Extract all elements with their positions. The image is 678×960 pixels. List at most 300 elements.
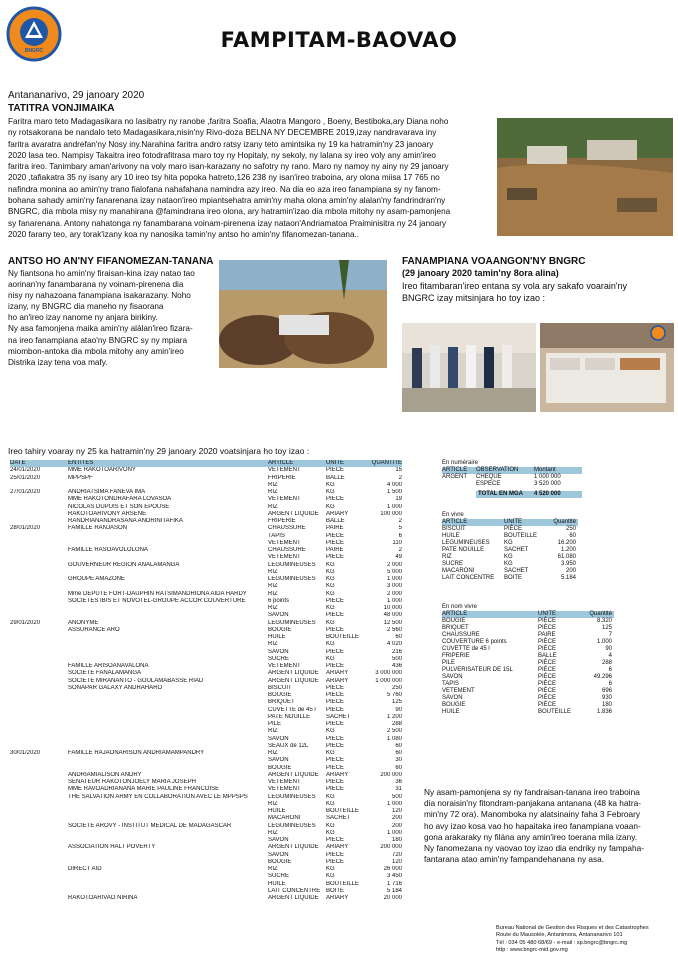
row-article: SAVON bbox=[268, 612, 289, 619]
table-row bbox=[10, 656, 402, 663]
row-quantite: 90 bbox=[395, 706, 402, 713]
row-article: VETEMENT bbox=[268, 496, 301, 503]
row-article: SEAUX de 12L bbox=[268, 742, 309, 749]
nonfood-quantite: 6 bbox=[608, 667, 612, 673]
row-date: 29/01/2020 bbox=[10, 619, 41, 626]
food-row bbox=[442, 575, 578, 582]
row-quantite: 1 200 bbox=[386, 713, 402, 720]
row-entite: ANDRIAMIALISON ANDRY bbox=[68, 771, 142, 778]
table-row bbox=[10, 583, 402, 590]
row-article: BOUGIE bbox=[268, 626, 292, 633]
nonfood-row bbox=[442, 653, 614, 660]
row-quantite: 2 560 bbox=[386, 626, 402, 633]
row-entite: ANONYME bbox=[68, 619, 99, 626]
row-entite: FAMILLE RANJASON bbox=[68, 525, 128, 532]
table-row bbox=[10, 866, 402, 873]
row-date: 25/01/2020 bbox=[10, 474, 41, 481]
nonfood-quantite: 90 bbox=[605, 646, 612, 652]
table-row bbox=[10, 547, 402, 554]
food-row bbox=[442, 540, 578, 547]
row-article: LEGUMINEUSES bbox=[268, 561, 316, 568]
row-quantite: 500 bbox=[391, 793, 402, 800]
report-line: nafindra monina ao amin'ny trano fialofana nahafahana namindra azy ireo. Na dia eo aza ireo fanampiana sy ny fanom- bbox=[8, 184, 441, 194]
row-unite: PIÈCE bbox=[326, 626, 345, 633]
row-unite: ARIARY bbox=[326, 844, 349, 851]
table-row bbox=[10, 714, 402, 721]
row-entite: FAMILLE ARISOANAVALONA bbox=[68, 663, 149, 669]
row-quantite: 5 760 bbox=[386, 692, 402, 698]
table-row bbox=[10, 786, 402, 793]
footer-line: Bureau National de Gestion des Risques et des Catastrophes bbox=[496, 925, 649, 931]
row-unite: PIÈCE bbox=[326, 554, 345, 561]
footer-line: http : www.bngrc-mid.gov.mg bbox=[496, 947, 568, 954]
food-unite: KG bbox=[504, 554, 513, 560]
nonfood-quantite: 7 bbox=[608, 632, 612, 638]
nonfood-article: CUVETTE de 45 l bbox=[442, 646, 490, 652]
row-quantite: 110 bbox=[392, 539, 402, 546]
table-row bbox=[10, 772, 402, 779]
table-row bbox=[10, 540, 402, 547]
row-quantite: 36 bbox=[395, 779, 402, 785]
row-article: ARGENT LIQUIDE bbox=[268, 677, 319, 684]
row-unite: PIÈCE bbox=[326, 612, 345, 619]
row-unite: PIÈCE bbox=[326, 692, 345, 698]
row-article: VETEMENT bbox=[268, 554, 301, 561]
table-row bbox=[10, 750, 402, 757]
food-unite: BOITE bbox=[504, 575, 523, 581]
nonfood-row bbox=[442, 681, 614, 688]
row-unite: PIÈCE bbox=[326, 779, 345, 785]
food-quantite: 1.200 bbox=[560, 547, 576, 553]
nonfood-unite: PIÈCE bbox=[538, 688, 557, 694]
row-entite: MPPSPF bbox=[68, 474, 93, 481]
row-unite: PIÈCE bbox=[326, 539, 345, 546]
food-row bbox=[442, 547, 578, 554]
row-unite: KG bbox=[326, 576, 335, 582]
closing-line: Ny asam-pamonjena sy ny fandraisan-tanana ireo traboina bbox=[424, 787, 640, 797]
cash-row bbox=[442, 481, 582, 488]
nonfood-col-article: ARTICLE bbox=[442, 611, 468, 617]
report-line: bohana sahady amin'ny fanarenana izay nataon'ireo mpiantsehatra amin'ny maha olona amin'ny alalan'ny fandrindran'ny bbox=[8, 196, 446, 206]
footer-contact bbox=[496, 925, 676, 955]
nonfood-article: HUILE bbox=[442, 709, 460, 715]
row-quantite: 31 bbox=[395, 786, 402, 793]
row-article: RIZ bbox=[268, 728, 278, 735]
food-article: LAIT CONCENTRE bbox=[442, 575, 495, 581]
nonfood-unite: PIÈCE bbox=[538, 660, 557, 666]
page-title: FAMPITAM-BAOVAO bbox=[220, 28, 458, 52]
row-unite: KG bbox=[326, 561, 335, 568]
row-entite: THE SALVATION ARMY EN COLLABORATION AVEC LE MPPSPS bbox=[68, 793, 248, 800]
row-unite: PIÈCE bbox=[326, 496, 345, 503]
row-article: RIZ bbox=[268, 481, 278, 488]
table-row bbox=[10, 576, 402, 583]
food-quantite: 16.200 bbox=[557, 540, 576, 546]
row-article: RIZ bbox=[268, 503, 278, 510]
row-quantite: 5 bbox=[398, 525, 402, 532]
food-unite: SACHET bbox=[504, 547, 529, 553]
food-article: RIZ bbox=[442, 554, 452, 560]
food-unite: KG bbox=[504, 561, 513, 567]
cash-col-article: ARTICLE bbox=[442, 467, 468, 473]
nonfood-row bbox=[442, 674, 614, 681]
food-col-quantite: Quantité bbox=[553, 519, 576, 525]
row-quantite: 60 bbox=[395, 750, 402, 756]
row-entite: GROUPE AMAZONE bbox=[68, 576, 126, 582]
row-unite: KG bbox=[326, 873, 335, 880]
nonfood-article: TAPIS bbox=[442, 681, 459, 687]
row-quantite: 48 000 bbox=[383, 612, 402, 619]
table-row bbox=[10, 837, 402, 844]
table-intro: Ireo tahiry voaray ny 25 ka hatramin'ny 29 janoary 2020 voatsinjara ho toy izao : bbox=[8, 446, 310, 456]
row-article: BOUGIE bbox=[268, 764, 292, 771]
row-entite: NICOLAS DUPUIS ET SON EPOUSE bbox=[68, 503, 170, 510]
food-article: HUILE bbox=[442, 533, 460, 539]
row-unite: KG bbox=[326, 866, 335, 872]
row-entite: SOCIETE FANALAMANGA bbox=[68, 670, 142, 677]
nonfood-quantite: 930 bbox=[601, 695, 612, 701]
table-row bbox=[10, 562, 402, 569]
row-quantite: 1 000 bbox=[386, 597, 402, 604]
row-quantite: 120 bbox=[391, 858, 402, 865]
row-article: LEGUMINEUSES bbox=[268, 619, 316, 626]
row-entite: FAMILLE RAJAONARISON ANDRIAMAMPANDRY bbox=[68, 750, 205, 756]
food-article: LEGUMINEUSES bbox=[442, 540, 490, 546]
cash-total-value: 4 520 000 bbox=[534, 491, 561, 497]
row-article: ARGENT LIQUIDE bbox=[268, 771, 319, 778]
row-entite: MME RAKOTOARIVONY bbox=[68, 467, 136, 474]
row-quantite: 4 020 bbox=[386, 641, 402, 648]
appeal-line: na ireo fanampiana atao'ny BNGRC sy ny mpiara bbox=[8, 335, 188, 345]
row-quantite: 180 bbox=[391, 837, 402, 843]
food-row bbox=[442, 568, 578, 575]
nonfood-article: PULVERISATEUR DE 15L bbox=[442, 667, 513, 673]
row-quantite: 60 bbox=[395, 634, 402, 640]
report-line: faritra avaratra andrefan'ny Nosy iny.Narahina faritra andro ratsy izany teto amintsika ny 19 ka hatramin'ny 23 janoary bbox=[8, 139, 434, 149]
appeal-line: Ny fiantsona ho amin'ny firaisan-kina izay natao tao bbox=[8, 269, 195, 278]
row-unite: KG bbox=[326, 605, 335, 611]
food-header bbox=[442, 519, 578, 526]
row-article: HUILE bbox=[268, 880, 286, 887]
footer-line: Route du Mausolée, Antanimora, Antananarivo 101 bbox=[496, 932, 623, 939]
row-article: RIZ bbox=[268, 829, 278, 836]
row-unite: ARIARY bbox=[326, 677, 349, 684]
logo-text: BNGRC bbox=[24, 48, 44, 54]
row-unite: KG bbox=[326, 793, 335, 800]
donations-table bbox=[10, 460, 402, 902]
appeal-line: aorinan'ny fanambarana ny voinam-pirenena dia bbox=[8, 280, 184, 290]
row-article: PILE bbox=[268, 721, 282, 727]
closing-line: ho avy izao kosa vao ho hapaitaka ireo fanampiana voaan- bbox=[424, 820, 641, 831]
cash-total-row bbox=[476, 491, 582, 498]
row-article: RIZ bbox=[268, 568, 278, 575]
appeal-line: ho an'ireo izay nanome ny anjara birikiny. bbox=[8, 313, 158, 323]
appeal-line: Ny asa famonjena maika amin'ny alálan'ireo fizara- bbox=[8, 324, 193, 334]
table-row bbox=[10, 808, 402, 815]
table-row bbox=[10, 736, 402, 743]
closing-line: fantarana atao amin'ny fampandehanana ny asa. bbox=[424, 854, 605, 865]
row-unite: PIÈCE bbox=[326, 721, 345, 727]
row-quantite: 250 bbox=[391, 684, 402, 691]
table-row bbox=[10, 569, 402, 576]
food-article: BISCUIT bbox=[442, 526, 466, 532]
row-unite: PAIRE bbox=[326, 525, 344, 532]
row-article: BOUGIE bbox=[268, 692, 292, 698]
row-unite: SACHET bbox=[326, 713, 351, 720]
row-unite: PIÈCE bbox=[326, 663, 345, 669]
row-article: HUILE bbox=[268, 808, 286, 814]
row-unite: BALLE bbox=[326, 518, 345, 524]
row-date: 24/01/2020 bbox=[10, 467, 41, 474]
row-article: TAPIS bbox=[268, 532, 285, 539]
row-article: RIZ bbox=[268, 641, 278, 648]
cash-header bbox=[442, 467, 582, 474]
row-quantite: 15 bbox=[395, 467, 402, 474]
row-article: RIZ bbox=[268, 800, 278, 807]
report-line: sy fanarenana. Antony nahatonga ny fanambarana voinam-pirenena izay nataon'Andriamatoa Praiminisitra ny 24 janoary bbox=[8, 218, 447, 228]
row-article: LEGUMINEUSES bbox=[268, 822, 316, 829]
row-article: LEGUMINEUSES bbox=[268, 576, 316, 582]
section-heading-appeal: ANTSO HO AN'NY FIFANOMEZAN-TANANA bbox=[8, 256, 214, 267]
row-quantite: 2 bbox=[398, 518, 402, 524]
appeal-line: miombon-antoka dia mbola mitohy any amin'ireo bbox=[8, 346, 184, 356]
nonfood-row bbox=[442, 667, 614, 674]
table-row bbox=[10, 692, 402, 699]
cash-observation: ESPECE bbox=[476, 481, 501, 487]
nonfood-unite: PIÈCE bbox=[538, 646, 557, 652]
row-unite: KG bbox=[326, 800, 335, 807]
report-line: 2020 ,tafiakatra 35 ny isany ary 10 ireo tsy hita popoka hatreto,126 238 ny isan'ireo traboina, ary olona miisa 17 765 no bbox=[8, 173, 440, 183]
table-row bbox=[10, 765, 402, 772]
report-line: Faritra maro teto Madagasikara no lasibatry ny ranobe ,faritra Soafia, Alaotra Mangoro , Boeny, Bestiboka,ary Diana noho bbox=[8, 117, 449, 126]
table-row bbox=[10, 518, 402, 525]
table-row bbox=[10, 757, 402, 764]
footer-line: Tél : 034 05 480 68/69 - e-mail : sp.bngrc@bngrc.mg bbox=[496, 939, 628, 946]
row-entite: Mme DEPUTE FORT-DAUPHIN RATSIMANDRIONA AIDA HARDY bbox=[68, 590, 247, 597]
food-row bbox=[442, 526, 578, 533]
row-quantite: 500 bbox=[391, 655, 402, 662]
row-article: FRIPERIE bbox=[268, 474, 296, 481]
nonfood-col-unite: UNITE bbox=[538, 611, 556, 617]
row-unite: PAIRE bbox=[326, 547, 344, 553]
table-row bbox=[10, 511, 402, 518]
food-quantite: 61.080 bbox=[557, 554, 576, 560]
row-quantite: 200 000 bbox=[380, 771, 402, 778]
row-unite: BOUTEILLE bbox=[326, 808, 360, 814]
nonfood-unite: PIÈCE bbox=[538, 639, 557, 645]
section-heading-report: TATITRA VONJIMAIKA bbox=[8, 103, 115, 114]
table-row bbox=[10, 707, 402, 714]
row-article: SUCRE bbox=[268, 873, 290, 880]
nonfood-article: BRIQUET bbox=[442, 625, 469, 631]
row-article: MACARONI bbox=[268, 815, 301, 822]
row-unite: KG bbox=[326, 619, 335, 626]
row-article: VETEMENT bbox=[268, 467, 301, 474]
closing-line: gona arakaraky ny filána any amin'ireo toerana mila izany. bbox=[424, 831, 638, 842]
row-quantite: 1 000 000 bbox=[375, 677, 402, 684]
nonfood-summary bbox=[442, 604, 614, 716]
nonfood-article: BOUGIE bbox=[442, 618, 466, 624]
row-unite: KG bbox=[326, 583, 335, 590]
row-unite: PIÈCE bbox=[326, 858, 345, 865]
row-unite: KG bbox=[326, 489, 335, 495]
table-row bbox=[10, 475, 402, 482]
table-row bbox=[10, 823, 402, 830]
row-quantite: 5 000 bbox=[386, 568, 402, 575]
nonfood-col-quantite: Quantité bbox=[589, 611, 612, 617]
report-line: 2020 lasa teo. Nampisy Takaitra ireo fotodrafitrasa maro toy ny Hopitaly, ny sekoly, ny lalana sy ireo voly any amin'ireo bbox=[8, 150, 436, 160]
food-title: En vivre bbox=[442, 512, 464, 518]
food-row bbox=[442, 561, 578, 568]
row-entite: RAKOTOARIVAO NIRINA bbox=[68, 895, 138, 901]
nonfood-quantite: 8.320 bbox=[596, 618, 612, 624]
row-quantite: 1 000 bbox=[386, 503, 402, 510]
row-article: PATE NOUILLE bbox=[268, 713, 311, 720]
table-row bbox=[10, 627, 402, 634]
food-unite: PIÈCE bbox=[504, 526, 523, 532]
row-article: VETEMENT bbox=[268, 539, 301, 546]
row-quantite: 2 000 bbox=[386, 561, 402, 568]
row-article: ARGENT LIQUIDE bbox=[268, 510, 319, 517]
row-unite: PIÈCE bbox=[326, 757, 345, 764]
table-row bbox=[10, 830, 402, 837]
food-col-article: ARTICLE bbox=[442, 519, 468, 525]
row-quantite: 1 080 bbox=[386, 735, 402, 742]
table-row bbox=[10, 663, 402, 670]
row-quantite: 1 000 bbox=[386, 829, 402, 836]
table-row bbox=[10, 888, 402, 895]
row-quantite: 30 bbox=[395, 757, 402, 764]
nonfood-header bbox=[442, 611, 614, 618]
nonfood-row bbox=[442, 709, 614, 716]
row-quantite: 125 bbox=[391, 699, 402, 706]
row-article: CHAUSSURE bbox=[268, 547, 306, 553]
row-entite: ASSOCIATION HALT POVERTY bbox=[68, 844, 156, 851]
row-quantite: 200 000 bbox=[380, 844, 402, 851]
cash-row bbox=[442, 474, 582, 481]
food-unite: BOUTEILLE bbox=[504, 533, 538, 539]
row-quantite: 120 bbox=[391, 808, 402, 814]
nonfood-article: VETEMENT bbox=[442, 688, 475, 694]
row-entite: RANDRIANANDRASANA ANDRINITAFIKA bbox=[68, 518, 183, 524]
table-row bbox=[10, 728, 402, 735]
appeal-line: Distrika izay tena voa mafy. bbox=[8, 357, 108, 367]
table-row bbox=[10, 482, 402, 489]
row-article: RIZ bbox=[268, 583, 278, 590]
row-quantite: 100 000 bbox=[380, 510, 402, 517]
nonfood-row bbox=[442, 639, 614, 646]
row-unite: BOITE bbox=[326, 887, 345, 894]
row-quantite: 1 500 bbox=[386, 489, 402, 495]
row-quantite: 1 000 bbox=[386, 576, 402, 582]
row-quantite: 19 bbox=[395, 496, 402, 503]
row-entite: SONAPAR GALAXY ANDRAHARO bbox=[68, 684, 163, 691]
food-quantite: 3.950 bbox=[560, 561, 576, 567]
row-entite: SOCIETE AROVY - INSTITUT MEDICAL DE MADAGASCAR bbox=[68, 822, 232, 829]
nonfood-article: FRIPERIE bbox=[442, 653, 470, 659]
row-article: SAVON bbox=[268, 735, 289, 742]
food-row bbox=[442, 554, 578, 561]
nonfood-quantite: 1.836 bbox=[596, 709, 612, 715]
row-unite: KG bbox=[326, 728, 335, 735]
row-article: RIZ bbox=[268, 750, 278, 756]
food-quantite: 60 bbox=[569, 533, 576, 539]
nonfood-quantite: 4 bbox=[608, 653, 612, 659]
row-quantite: 2 000 bbox=[386, 590, 402, 597]
row-unite: PIÈCE bbox=[326, 597, 345, 604]
row-article: SAVON bbox=[268, 648, 289, 655]
row-article: RIZ bbox=[268, 489, 278, 495]
row-article: RIZ bbox=[268, 866, 278, 872]
appeal-line: izany, ny BNGRC dia maneho ny fisaorana bbox=[8, 302, 164, 312]
table-row bbox=[10, 504, 402, 511]
row-quantite: 5 184 bbox=[386, 887, 402, 894]
food-quantite: 200 bbox=[565, 568, 576, 574]
row-unite: KG bbox=[326, 481, 335, 488]
table-row bbox=[10, 634, 402, 641]
cash-col-observation: OBSERVATION bbox=[476, 467, 519, 473]
nonfood-unite: PIÈCE bbox=[538, 618, 557, 624]
table-row bbox=[10, 489, 402, 496]
row-quantite: 20 000 bbox=[383, 895, 402, 901]
row-article: ARGENT LIQUIDE bbox=[268, 895, 319, 901]
row-unite: KG bbox=[326, 655, 335, 662]
row-article: VETEMENT bbox=[268, 786, 301, 793]
col-quantite: QUANTITE bbox=[371, 460, 402, 466]
row-date: 27/01/2020 bbox=[10, 489, 41, 495]
row-quantite: 60 bbox=[395, 742, 402, 749]
row-unite: PIÈCE bbox=[326, 851, 345, 858]
row-entite: ANDRIATSIMA FANEVA IMA bbox=[68, 489, 146, 495]
flood-photo bbox=[497, 118, 673, 236]
nonfood-unite: PIÈCE bbox=[538, 625, 557, 631]
row-unite: BALLE bbox=[326, 474, 345, 481]
nonfood-title: En nom vivre bbox=[442, 604, 478, 610]
row-quantite: 26 000 bbox=[383, 866, 402, 872]
row-entite: FAMILLE RASOAVOLOLONA bbox=[68, 547, 148, 553]
table-row bbox=[10, 598, 402, 605]
row-unite: PIÈCE bbox=[326, 837, 345, 843]
nonfood-quantite: 696 bbox=[601, 688, 612, 694]
row-article: SAVON bbox=[268, 851, 289, 858]
table-row bbox=[10, 779, 402, 786]
nonfood-article: BOUGIE bbox=[442, 702, 466, 708]
row-unite: PIÈCE bbox=[326, 467, 345, 474]
row-article: ARGENT LIQUIDE bbox=[268, 844, 319, 851]
row-unite: PIÈCE bbox=[326, 764, 345, 771]
row-unite: BOUTEILLE bbox=[326, 880, 360, 887]
row-article: VETEMENT bbox=[268, 663, 301, 669]
nonfood-article: COUVERTURE 6 points bbox=[442, 639, 507, 645]
document-date: Antananarivo, 29 janoary 2020 bbox=[8, 90, 145, 101]
nonfood-article: CHAUSSURE bbox=[442, 632, 480, 638]
nonfood-row bbox=[442, 646, 614, 653]
table-row bbox=[10, 801, 402, 808]
table-row bbox=[10, 873, 402, 880]
row-entite: DIRECT AID bbox=[68, 866, 102, 872]
cash-montant: 3 520 000 bbox=[534, 481, 561, 487]
table-row bbox=[10, 525, 402, 532]
row-article: SAVON bbox=[268, 757, 289, 764]
row-quantite: 3 000 000 bbox=[375, 670, 402, 677]
row-quantite: 49 bbox=[395, 554, 402, 561]
food-quantite: 250 bbox=[565, 526, 576, 532]
nonfood-unite: BALLE bbox=[538, 653, 557, 659]
table-row bbox=[10, 641, 402, 648]
nonfood-row bbox=[442, 632, 614, 639]
food-article: SUCRE bbox=[442, 561, 464, 567]
row-quantite: 720 bbox=[391, 851, 402, 858]
